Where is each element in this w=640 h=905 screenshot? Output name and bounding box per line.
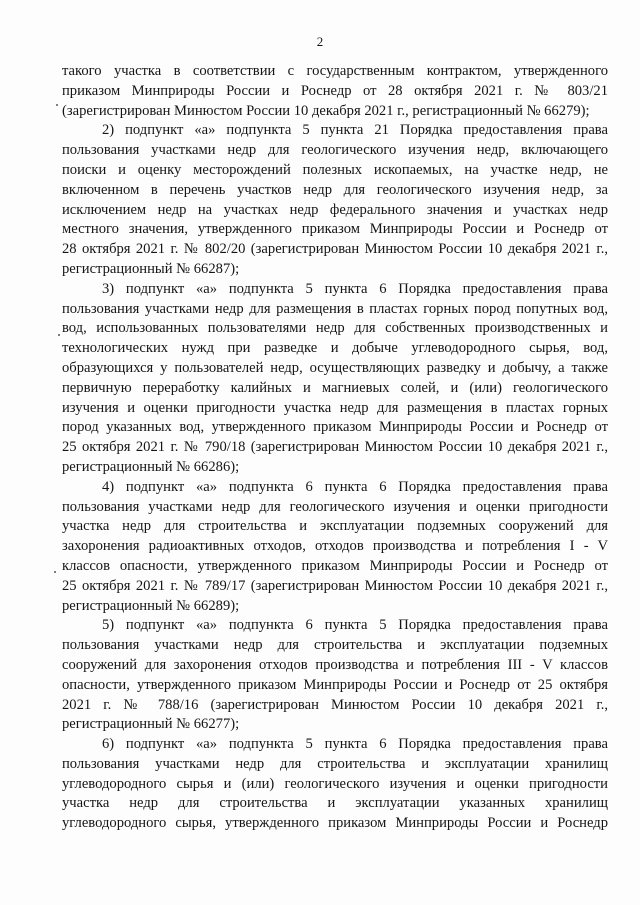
- paragraph-5-first-line: 5) подпункт «а» подпункта 6 пункта 5 Порядка предоставления права: [102, 617, 608, 634]
- text-line: технологических нужд при разведке и добыче углеводородного сырья, вод,: [62, 340, 608, 357]
- text-line: 2021 г. № 788/16 (зарегистрирован Минюстом России 10 декабря 2021 г.,: [62, 696, 608, 713]
- text-line: 28 октября 2021 г. № 802/20 (зарегистрирован Минюстом России 10 декабря 2021 г.,: [62, 241, 608, 258]
- text-line: сооружений для захоронения отходов производства и потребления III - V классов: [62, 656, 608, 673]
- text-line: опасности, утвержденного приказом Минприроды России и Роснедр от 25 октября: [62, 676, 608, 693]
- text-line: 25 октября 2021 г. № 790/18 (зарегистрирован Минюстом России 10 декабря 2021 г.,: [62, 439, 608, 456]
- text-line: пользования участками недр для строительства и эксплуатации хранилищ: [62, 755, 608, 772]
- scan-speck: [58, 334, 60, 336]
- document-body: [62, 62, 608, 834]
- text-line: регистрационный № 66287);: [62, 260, 240, 277]
- paragraph-6-first-line: 6) подпункт «а» подпункта 5 пункта 6 Порядка предоставления права: [102, 736, 608, 753]
- text-line: образующихся у пользователей недр, осуществляющих разведку и добычу, а также: [62, 359, 608, 376]
- text-line: участка недр для строительства и эксплуатации указанных хранилищ: [62, 795, 608, 812]
- text-line: углеводородного сырья и (или) геологического изучения и оценки пригодности: [62, 775, 608, 792]
- page-number: 2: [316, 34, 324, 49]
- scan-speck: [54, 571, 56, 573]
- text-line: пользования участками недр для размещения в пластах горных пород попутных вод,: [62, 300, 608, 317]
- text-line: поиски и оценку месторождений полезных ископаемых, на участке недр, не: [62, 161, 608, 178]
- text-line: местного значения, утвержденного приказом Минприроды России и Роснедр от: [62, 221, 608, 238]
- text-line: такого участка в соответствии с государственным контрактом, утвержденного: [62, 63, 608, 79]
- text-line: пород указанных вод, утвержденного приказом Минприроды России и Роснедр от: [62, 419, 608, 436]
- text-line: первичную переработку калийных и магниевых солей, и (или) геологического: [62, 379, 608, 396]
- paragraph-2-first-line: 2) подпункт «а» подпункта 5 пункта 21 Порядка предоставления права: [102, 122, 608, 139]
- text-line: (зарегистрирован Минюстом России 10 декабря 2021 г., регистрационный № 66279);: [62, 102, 590, 119]
- text-line: вод, использованных пользователями недр для собственных производственных и: [62, 320, 608, 337]
- text-line: пользования участками недр для строительства и эксплуатации подземных: [62, 637, 608, 654]
- text-line: захоронения радиоактивных отходов, отходов производства и потребления I - V: [62, 538, 608, 555]
- text-line: изучения и оценки пригодности участка недр для размещения в пластах горных: [62, 399, 608, 416]
- text-line: 25 октября 2021 г. № 789/17 (зарегистрирован Минюстом России 10 декабря 2021 г.,: [62, 577, 608, 594]
- text-line: пользования участками недр для геологического изучения недр, включающего: [62, 142, 608, 159]
- text-line: исключением недр на участках недр федерального значения и участках недр: [62, 201, 608, 218]
- text-line: углеводородного сырья, утвержденного приказом Минприроды России и Роснедр: [62, 815, 608, 832]
- text-line: регистрационный № 66289);: [62, 597, 240, 614]
- paragraph-4-first-line: 4) подпункт «а» подпункта 6 пункта 6 Порядка предоставления права: [102, 478, 608, 495]
- text-line: включенном в перечень участков недр для геологического изучения недр, за: [62, 181, 608, 198]
- text-line: регистрационный № 66277);: [62, 716, 240, 733]
- text-line: приказом Минприроды России и Роснедр от 28 октября 2021 г. № 803/21: [62, 82, 608, 99]
- paragraph-3-first-line: 3) подпункт «а» подпункта 5 пункта 6 Порядка предоставления права: [102, 280, 608, 297]
- text-line: классов опасности, утвержденного приказом Минприроды России и Роснедр от: [62, 557, 608, 574]
- scan-speck: [56, 104, 58, 106]
- text-line: участка недр для строительства и эксплуатации подземных сооружений для: [62, 518, 608, 535]
- text-line: пользования участками недр для геологического изучения и оценки пригодности: [62, 498, 608, 515]
- text-line: регистрационный № 66286);: [62, 458, 240, 475]
